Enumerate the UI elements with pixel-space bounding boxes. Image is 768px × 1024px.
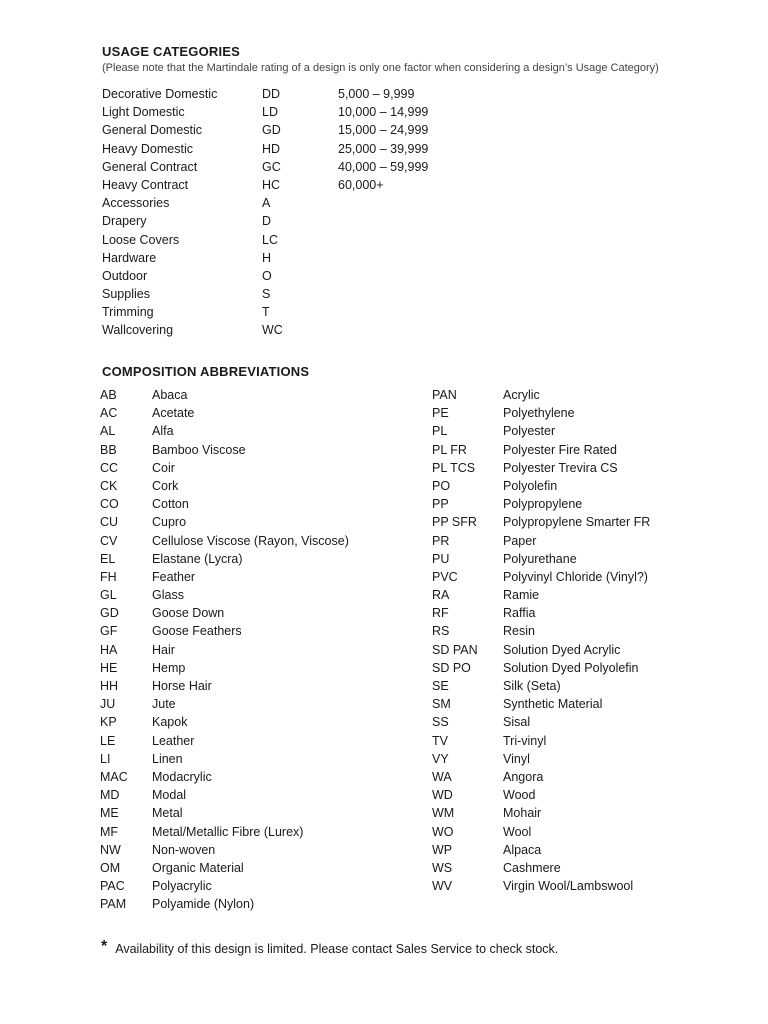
composition-name: Angora <box>503 769 544 784</box>
composition-code: PO <box>432 478 451 493</box>
composition-name: Resin <box>503 624 535 639</box>
usage-rating: 40,000 – 59,999 <box>338 159 429 174</box>
composition-name: Glass <box>152 588 184 603</box>
composition-code: SE <box>432 679 449 693</box>
composition-code: PU <box>432 551 450 566</box>
composition-code: CK <box>100 478 118 493</box>
composition-name: Jute <box>152 697 176 712</box>
composition-code: PVC <box>432 569 458 584</box>
composition-name: Cotton <box>152 497 189 512</box>
usage-name: General Domestic <box>102 123 203 138</box>
usage-code: A <box>262 196 271 211</box>
composition-name: Wool <box>503 824 532 839</box>
composition-code: LE <box>100 733 116 748</box>
usage-rating: 10,000 – 14,999 <box>338 105 429 120</box>
composition-name: Mohair <box>503 806 542 821</box>
composition-code: WS <box>432 860 453 875</box>
usage-rating: 15,000 – 24,999 <box>338 123 429 138</box>
composition-code: OM <box>100 860 121 875</box>
composition-code: RF <box>432 606 449 621</box>
composition-name: Modal <box>152 788 187 803</box>
composition-name: Cork <box>152 478 179 493</box>
composition-code: PE <box>432 406 449 421</box>
composition-name: Wood <box>503 788 536 803</box>
composition-name: Hair <box>152 642 175 657</box>
composition-code: PL <box>432 424 448 439</box>
composition-code: PR <box>432 533 450 548</box>
composition-code: CU <box>100 515 119 530</box>
composition-code: WM <box>432 806 455 821</box>
composition-code: SM <box>432 697 451 712</box>
usage-code: LD <box>262 105 278 120</box>
composition-code: MD <box>100 788 120 803</box>
composition-name: Feather <box>152 569 196 584</box>
composition-name: Acetate <box>152 406 195 421</box>
composition-code: AC <box>100 406 118 421</box>
composition-code: FH <box>100 569 117 584</box>
composition-code: SD PAN <box>432 642 478 657</box>
composition-name: Silk (Seta) <box>503 679 561 693</box>
composition-name: Acrylic <box>503 388 540 402</box>
usage-code: DD <box>262 87 281 101</box>
composition-name: Elastane (Lycra) <box>152 551 243 566</box>
composition-code: GL <box>100 588 117 603</box>
composition-code: PL TCS <box>432 460 476 475</box>
composition-code: MAC <box>100 769 128 784</box>
composition-code: PP <box>432 497 449 512</box>
usage-name: Drapery <box>102 214 147 229</box>
usage-rating: 5,000 – 9,999 <box>338 87 415 101</box>
usage-code: GD <box>262 123 281 138</box>
composition-name: Polyester Fire Rated <box>503 442 617 457</box>
usage-name: Outdoor <box>102 268 148 283</box>
composition-name: Solution Dyed Polyolefin <box>503 660 639 675</box>
footnote-text: Availability of this design is limited. Please contact Sales Service to check stock. <box>115 942 559 956</box>
composition-name: Goose Down <box>152 606 225 621</box>
usage-name: Supplies <box>102 287 150 302</box>
usage-name: Heavy Contract <box>102 177 189 192</box>
usage-code: S <box>262 287 271 302</box>
composition-code: HE <box>100 660 118 675</box>
composition-name: Metal/Metallic Fibre (Lurex) <box>152 824 304 839</box>
composition-name: Metal <box>152 806 183 821</box>
composition-code: GF <box>100 624 118 639</box>
composition-name: Polyester Trevira CS <box>503 460 618 475</box>
composition-name: Non-woven <box>152 842 216 857</box>
composition-name: Goose Feathers <box>152 624 242 639</box>
usage-code: HD <box>262 141 281 156</box>
composition-code: AB <box>100 388 117 402</box>
composition-code: WA <box>432 769 452 784</box>
usage-name: Trimming <box>102 305 154 320</box>
composition-code: BB <box>100 442 117 457</box>
composition-name: Polyester <box>503 424 556 439</box>
composition-code: MF <box>100 824 119 839</box>
composition-name: Coir <box>152 460 175 475</box>
usage-code: LC <box>262 232 278 247</box>
usage-name: Decorative Domestic <box>102 87 218 101</box>
usage-name: Loose Covers <box>102 232 180 247</box>
composition-name: Abaca <box>152 388 188 402</box>
composition-name: Polyethylene <box>503 406 575 421</box>
composition-name: Linen <box>152 751 183 766</box>
composition-name: Tri-vinyl <box>503 733 547 748</box>
composition-code: PAC <box>100 879 125 894</box>
composition-code: CV <box>100 533 118 548</box>
composition-code: CO <box>100 497 119 512</box>
footnote <box>101 938 558 956</box>
composition-code: PP SFR <box>432 515 477 530</box>
composition-name: Cellulose Viscose (Rayon, Viscose) <box>152 533 349 548</box>
composition-name: Virgin Wool/Lambswool <box>503 879 634 894</box>
usage-code: D <box>262 214 272 229</box>
composition-name: Polypropylene <box>503 497 583 512</box>
usage-name: General Contract <box>102 159 198 174</box>
composition-code: WD <box>432 788 453 803</box>
composition-code: WP <box>432 842 453 857</box>
composition-name: Sisal <box>503 715 531 730</box>
composition-code: NW <box>100 842 121 857</box>
composition-name: Kapok <box>152 715 188 730</box>
composition-name: Solution Dyed Acrylic <box>503 642 621 657</box>
usage-code: H <box>262 250 272 265</box>
composition-name: Vinyl <box>503 751 530 766</box>
composition-name: Bamboo Viscose <box>152 442 246 457</box>
composition-code: PL FR <box>432 442 467 457</box>
composition-code: VY <box>432 751 449 766</box>
usage-name: Wallcovering <box>102 323 174 338</box>
usage-code: T <box>262 305 270 320</box>
composition-name: Polyacrylic <box>152 879 212 894</box>
composition-code: KP <box>100 715 117 730</box>
usage-code: GC <box>262 159 281 174</box>
composition-code: SS <box>432 715 449 730</box>
usage-name: Accessories <box>102 196 170 211</box>
usage-code: HC <box>262 177 281 192</box>
usage-note: (Please note that the Martindale rating of a design is only one factor when considering a design’s Usage Category) <box>102 62 659 74</box>
composition-name: Polypropylene Smarter FR <box>503 515 651 530</box>
composition-name: Cashmere <box>503 860 561 875</box>
composition-name: Leather <box>152 733 195 748</box>
composition-code: EL <box>100 551 116 566</box>
composition-name: Ramie <box>503 588 540 603</box>
composition-name: Alpaca <box>503 842 542 857</box>
usage-code: WC <box>262 323 283 338</box>
composition-name: Raffia <box>503 606 536 621</box>
composition-code: GD <box>100 606 119 621</box>
composition-name: Alfa <box>152 424 174 439</box>
composition-code: RS <box>432 624 450 639</box>
composition-name: Organic Material <box>152 860 244 875</box>
composition-code: SD PO <box>432 660 471 675</box>
composition-code: WO <box>432 824 454 839</box>
composition-code: ME <box>100 806 119 821</box>
composition-code: PAN <box>432 388 457 402</box>
composition-name: Polyurethane <box>503 551 577 566</box>
usage-name: Heavy Domestic <box>102 141 193 156</box>
composition-heading: COMPOSITION ABBREVIATIONS <box>102 364 310 379</box>
composition-name: Cupro <box>152 515 187 530</box>
composition-code: JU <box>100 697 116 712</box>
composition-code: RA <box>432 588 450 603</box>
composition-name: Synthetic Material <box>503 697 603 712</box>
composition-code: HA <box>100 642 118 657</box>
composition-code: LI <box>100 751 111 766</box>
usage-name: Light Domestic <box>102 105 185 120</box>
usage-rating: 60,000+ <box>338 177 384 192</box>
composition-code: WV <box>432 879 453 894</box>
composition-name: Horse Hair <box>152 679 212 693</box>
composition-code: AL <box>100 424 116 439</box>
composition-code: CC <box>100 460 119 475</box>
usage-rating: 25,000 – 39,999 <box>338 141 429 156</box>
footnote-marker: * <box>101 938 108 955</box>
composition-name: Paper <box>503 533 537 548</box>
usage-categories-heading: USAGE CATEGORIES <box>102 44 241 59</box>
composition-name: Polyvinyl Chloride (Vinyl?) <box>503 569 648 584</box>
usage-code: O <box>262 268 272 283</box>
composition-name: Hemp <box>152 660 186 675</box>
composition-code: HH <box>100 679 119 693</box>
composition-name: Polyamide (Nylon) <box>152 897 255 912</box>
composition-name: Modacrylic <box>152 769 212 784</box>
composition-name: Polyolefin <box>503 478 558 493</box>
usage-name: Hardware <box>102 250 157 265</box>
composition-code: PAM <box>100 897 127 912</box>
composition-code: TV <box>432 733 448 748</box>
